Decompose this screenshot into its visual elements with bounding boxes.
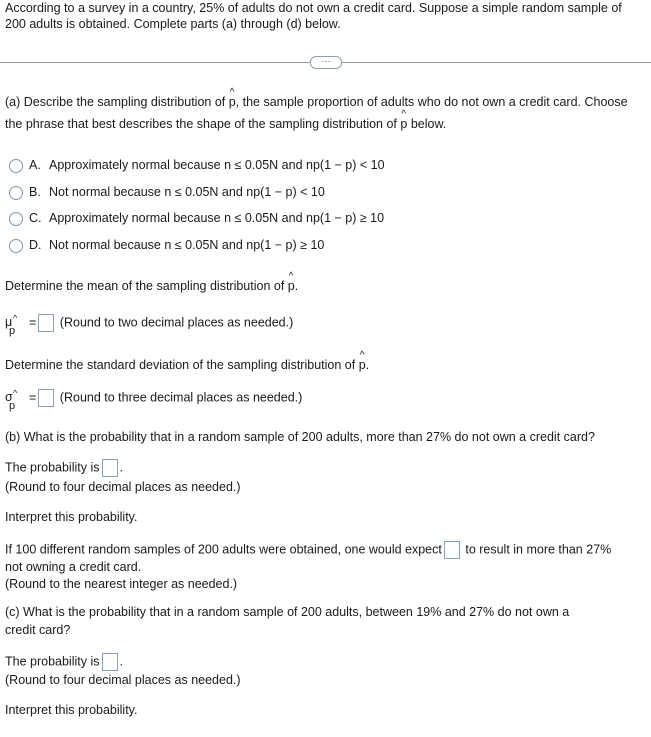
part-b-expect-input[interactable] bbox=[444, 541, 460, 559]
mu: μ bbox=[5, 315, 13, 329]
part-c-interpret: Interpret this probability. bbox=[5, 703, 138, 717]
part-b-expect-line-2: not owning a credit card. bbox=[5, 560, 142, 574]
part-b-interpret: Interpret this probability. bbox=[5, 510, 138, 524]
mean-prompt bbox=[5, 279, 298, 293]
part-a-prompt-2 bbox=[5, 117, 446, 131]
option-letter: B. bbox=[29, 185, 41, 199]
sd-input[interactable] bbox=[38, 389, 54, 407]
equals: = bbox=[29, 315, 37, 330]
sigma: σ bbox=[5, 390, 13, 404]
hat: ^ bbox=[13, 313, 18, 323]
p: p bbox=[9, 400, 16, 412]
text: . bbox=[119, 460, 123, 475]
intro-line-1: According to a survey in a country, 25% of adults do not own a credit card. Suppose a simple random sample of bbox=[5, 1, 622, 15]
text: , the sample proportion of adults who do not own a credit card. Choose bbox=[235, 95, 628, 109]
text: . bbox=[294, 279, 299, 293]
radio-d[interactable] bbox=[9, 239, 23, 253]
part-b-probability-input[interactable] bbox=[102, 459, 118, 477]
option-text: Approximately normal because n ≤ 0.05N and np(1 − p) ≥ 10 bbox=[49, 211, 385, 225]
option-text: Not normal because n ≤ 0.05N and np(1 − p) ≥ 10 bbox=[49, 238, 325, 252]
option-letter: D. bbox=[29, 238, 42, 252]
part-b-hint: (Round to four decimal places as needed.) bbox=[5, 480, 241, 494]
part-c-question-1: (c) What is the probability that in a random sample of 200 adults, between 19% and 27% do not own a bbox=[5, 605, 570, 619]
label: The probability is bbox=[5, 654, 100, 669]
text: below. bbox=[407, 117, 447, 131]
part-b-answer-row bbox=[5, 459, 123, 477]
sd-hint: (Round to three decimal places as needed.) bbox=[59, 390, 303, 405]
p-hat: ^ p bbox=[400, 117, 407, 131]
text: (a) Describe the sampling distribution of bbox=[5, 95, 229, 109]
p-hat: ^ p bbox=[359, 358, 366, 372]
text: Determine the standard deviation of the sampling distribution of bbox=[5, 358, 359, 372]
text: . bbox=[365, 358, 370, 372]
part-c-hint: (Round to four decimal places as needed.) bbox=[5, 673, 241, 687]
mean-input[interactable] bbox=[38, 314, 54, 332]
part-b-expect-row bbox=[5, 541, 611, 559]
part-c-probability-input[interactable] bbox=[102, 653, 118, 671]
mean-hint: (Round to two decimal places as needed.) bbox=[59, 315, 294, 330]
equals: = bbox=[29, 390, 37, 405]
more-button[interactable]: ··· bbox=[310, 56, 342, 69]
mu-p-hat-symbol bbox=[5, 313, 29, 337]
label: The probability is bbox=[5, 460, 100, 475]
p-hat: ^ p bbox=[288, 279, 295, 293]
radio-b[interactable] bbox=[9, 186, 23, 200]
text: . bbox=[119, 654, 123, 669]
p: p bbox=[9, 325, 16, 337]
option-letter: A. bbox=[29, 158, 41, 172]
part-c-answer-row bbox=[5, 653, 123, 671]
radio-c[interactable] bbox=[9, 212, 23, 226]
text: to result in more than 27% bbox=[465, 542, 612, 557]
mean-answer-row bbox=[5, 313, 294, 337]
part-b-question: (b) What is the probability that in a random sample of 200 adults, more than 27% do not own a credit card? bbox=[5, 430, 595, 444]
p-hat: ^ p bbox=[229, 95, 236, 109]
part-a-prompt-1 bbox=[5, 95, 628, 109]
part-b-expect-hint: (Round to the nearest integer as needed.) bbox=[5, 577, 238, 591]
sd-prompt bbox=[5, 358, 369, 372]
option-letter: C. bbox=[29, 211, 42, 225]
radio-a[interactable] bbox=[9, 159, 23, 173]
text: Determine the mean of the sampling distribution of bbox=[5, 279, 288, 293]
option-text: Not normal because n ≤ 0.05N and np(1 − p) < 10 bbox=[49, 185, 325, 199]
intro-line-2: 200 adults is obtained. Complete parts (a) through (d) below. bbox=[5, 17, 341, 31]
sigma-p-hat-symbol bbox=[5, 388, 29, 412]
hat: ^ bbox=[13, 388, 18, 398]
option-text: Approximately normal because n ≤ 0.05N and np(1 − p) < 10 bbox=[49, 158, 385, 172]
text: the phrase that best describes the shape of the sampling distribution of bbox=[5, 117, 401, 131]
sd-answer-row bbox=[5, 388, 303, 412]
part-c-question-2: credit card? bbox=[5, 623, 71, 637]
text: If 100 different random samples of 200 adults were obtained, one would expect bbox=[5, 542, 442, 557]
